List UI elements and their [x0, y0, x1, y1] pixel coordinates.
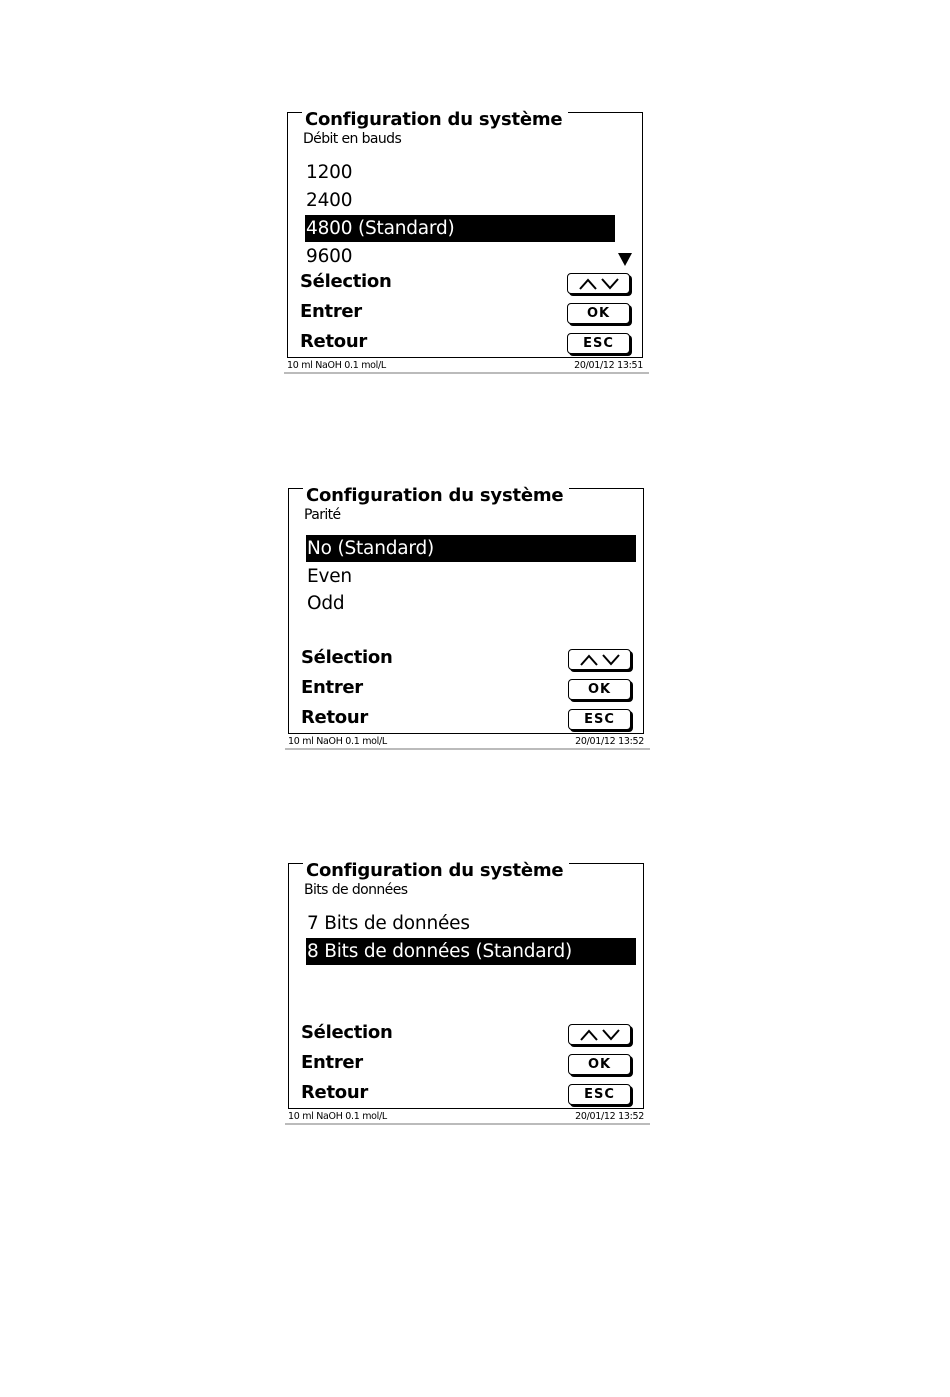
esc-button[interactable]: ESC	[567, 333, 630, 354]
option-item[interactable]: Odd	[307, 593, 345, 614]
key-label-enter: Entrer	[301, 1052, 363, 1073]
status-bar	[285, 1110, 650, 1125]
status-datetime: 20/01/12 13:51	[574, 360, 643, 371]
option-item[interactable]: 9600	[306, 246, 353, 267]
dialog-subtitle: Débit en bauds	[303, 131, 402, 147]
up-down-arrows-icon	[579, 278, 619, 290]
esc-button[interactable]: ESC	[568, 1084, 631, 1105]
ok-button[interactable]: OK	[568, 1054, 631, 1075]
key-label-selection: Sélection	[301, 1022, 393, 1043]
dialog-frame	[288, 860, 644, 1109]
status-method: 10 ml NaOH 0.1 mol/L	[288, 1111, 387, 1122]
up-down-arrows-icon	[580, 1029, 620, 1041]
up-down-arrows-icon	[580, 654, 620, 666]
dialog-frame	[287, 109, 643, 358]
key-label-selection: Sélection	[300, 271, 392, 292]
dialog-subtitle: Bits de données	[304, 882, 408, 898]
option-item[interactable]: 1200	[306, 162, 353, 183]
dialog-title: Configuration du système	[303, 485, 569, 507]
screen-parity	[285, 484, 650, 750]
key-label-selection: Sélection	[301, 647, 393, 668]
status-method: 10 ml NaOH 0.1 mol/L	[288, 736, 387, 747]
up-down-arrows-button[interactable]	[567, 273, 630, 294]
option-item-selected[interactable]: 8 Bits de données (Standard)	[306, 938, 636, 965]
screen-baud-rate	[284, 108, 649, 374]
key-label-enter: Entrer	[300, 301, 362, 322]
status-datetime: 20/01/12 13:52	[575, 1111, 644, 1122]
key-label-back: Retour	[300, 331, 367, 352]
status-datetime: 20/01/12 13:52	[575, 736, 644, 747]
screen-data-bits	[285, 859, 650, 1125]
up-down-arrows-button[interactable]	[568, 1024, 631, 1045]
dialog-title: Configuration du système	[303, 860, 569, 882]
dialog-frame	[288, 485, 644, 734]
option-item-selected[interactable]: 4800 (Standard)	[305, 215, 615, 242]
key-label-enter: Entrer	[301, 677, 363, 698]
dialog-title: Configuration du système	[302, 109, 568, 131]
option-item[interactable]: Even	[307, 566, 352, 587]
key-label-back: Retour	[301, 707, 368, 728]
esc-button[interactable]: ESC	[568, 709, 631, 730]
status-method: 10 ml NaOH 0.1 mol/L	[287, 360, 386, 371]
ok-button[interactable]: OK	[567, 303, 630, 324]
up-down-arrows-button[interactable]	[568, 649, 631, 670]
ok-button[interactable]: OK	[568, 679, 631, 700]
option-item[interactable]: 7 Bits de données	[307, 913, 470, 934]
status-bar	[284, 359, 649, 374]
option-item-selected[interactable]: No (Standard)	[306, 535, 636, 562]
status-bar	[285, 735, 650, 750]
dialog-subtitle: Parité	[304, 507, 341, 523]
option-item[interactable]: 2400	[306, 190, 353, 211]
scroll-down-triangle-icon	[618, 253, 632, 266]
key-label-back: Retour	[301, 1082, 368, 1103]
